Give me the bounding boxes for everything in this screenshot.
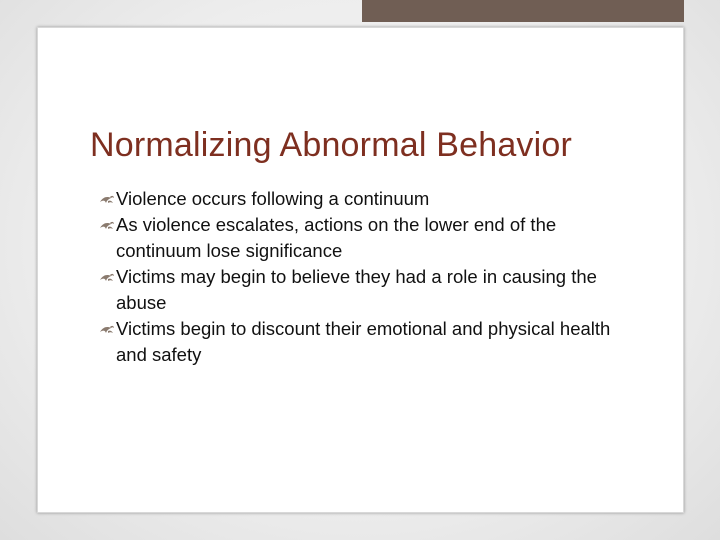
top-accent-bar — [362, 0, 684, 22]
bullet-text: Violence occurs following a continuum — [116, 188, 430, 209]
slide-title: Normalizing Abnormal Behavior — [90, 126, 573, 164]
list-item — [100, 186, 620, 212]
ornate-fleuron-icon — [99, 194, 115, 205]
bullet-text: As violence escalates, actions on the lower end of the continuum lose significance — [116, 214, 557, 261]
list-item — [100, 264, 620, 316]
bullet-text: Victims begin to discount their emotional and physical health and safety — [116, 318, 611, 365]
bullet-text: Victims may begin to believe they had a role in causing the abuse — [116, 266, 597, 313]
ornate-fleuron-icon — [99, 272, 115, 283]
list-item — [100, 316, 620, 368]
ornate-fleuron-icon — [99, 324, 115, 335]
bullet-list — [100, 186, 620, 368]
list-item — [100, 212, 620, 264]
ornate-fleuron-icon — [99, 220, 115, 231]
